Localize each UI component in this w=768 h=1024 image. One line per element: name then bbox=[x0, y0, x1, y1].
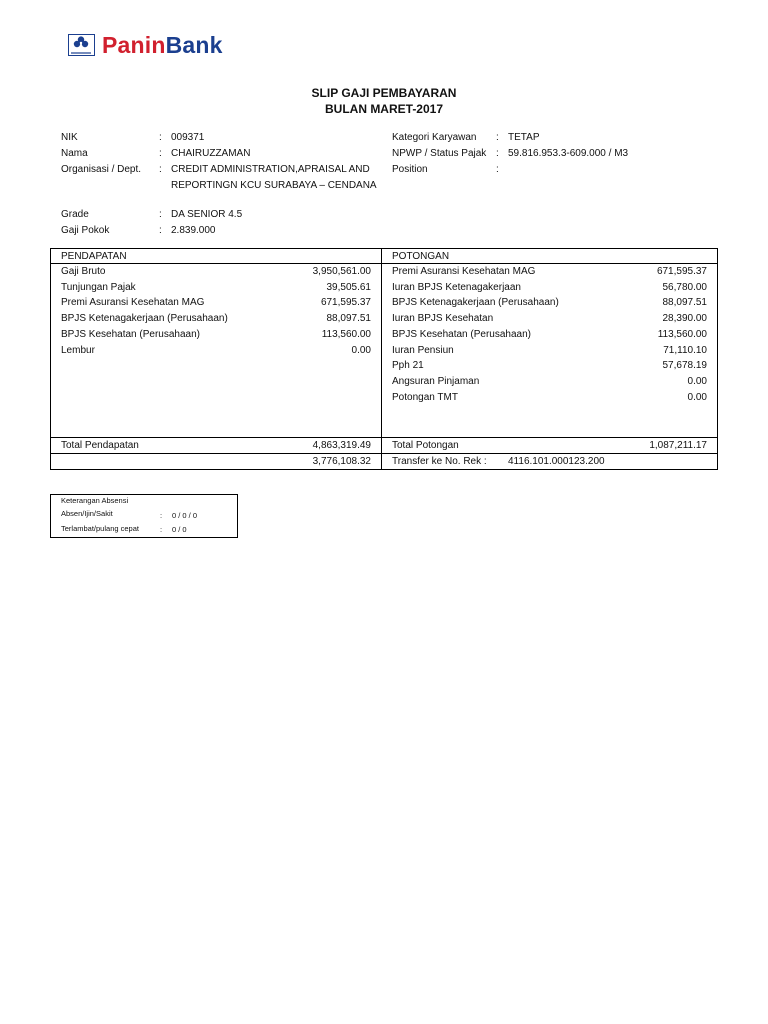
deduction-row-label: Iuran BPJS Ketenagakerjaan bbox=[392, 281, 521, 293]
brand-name bbox=[102, 32, 223, 58]
income-total-label: Total Pendapatan bbox=[61, 440, 139, 451]
deduction-row-label: Angsuran Pinjaman bbox=[392, 375, 480, 387]
npwp-label: NPWP / Status Pajak bbox=[392, 148, 487, 159]
deduction-row-label: Iuran Pensiun bbox=[392, 344, 454, 356]
panin-bank-logo bbox=[68, 32, 223, 58]
deduction-row-amount: 113,560.00 bbox=[657, 328, 707, 340]
npwp-value: 59.816.953.3-609.000 / M3 bbox=[508, 148, 629, 159]
nik-value: 009371 bbox=[171, 132, 205, 143]
income-row-label: BPJS Ketenagakerjaan (Perusahaan) bbox=[61, 313, 228, 325]
deduction-row-label: BPJS Ketenagakerjaan (Perusahaan) bbox=[392, 297, 559, 309]
panin-emblem-icon bbox=[68, 34, 95, 56]
income-row-label: Tunjungan Pajak bbox=[61, 281, 136, 293]
slip-period: BULAN MARET-2017 bbox=[324, 102, 444, 116]
income-row-label: Premi Asuransi Kesehatan MAG bbox=[61, 297, 205, 309]
deduction-row-amount: 88,097.51 bbox=[662, 297, 707, 309]
column-divider bbox=[381, 249, 382, 469]
org-value-line2: REPORTINGN KCU SURABAYA – CENDANA bbox=[171, 180, 377, 191]
grade-value: DA SENIOR 4.5 bbox=[171, 209, 243, 220]
income-row-label: BPJS Kesehatan (Perusahaan) bbox=[61, 328, 200, 340]
header-divider bbox=[51, 263, 717, 264]
category-value: TETAP bbox=[508, 132, 540, 143]
basic-salary-value: 2.839.000 bbox=[171, 225, 216, 236]
colon: : bbox=[159, 209, 162, 220]
income-row-amount: 39,505.61 bbox=[326, 281, 371, 293]
basic-salary-label: Gaji Pokok bbox=[61, 225, 110, 236]
attendance-title: Keterangan Absensi bbox=[61, 496, 129, 505]
deduction-total-label: Total Potongan bbox=[392, 440, 459, 451]
brand-name-part1: Panin bbox=[102, 32, 166, 58]
attendance-late-value: 0 / 0 bbox=[172, 525, 187, 534]
name-value: CHAIRUZZAMAN bbox=[171, 148, 251, 159]
transfer-account: 4116.101.000123.200 bbox=[508, 456, 605, 467]
income-row-amount: 3,950,561.00 bbox=[312, 266, 371, 277]
slip-title: SLIP GAJI PEMBAYARAN bbox=[311, 86, 457, 100]
deduction-row-amount: 71,110.10 bbox=[663, 344, 707, 356]
income-header: PENDAPATAN bbox=[61, 251, 127, 262]
deduction-row-amount: 57,678.19 bbox=[662, 360, 707, 372]
attendance-late-label: Terlambat/pulang cepat bbox=[61, 524, 139, 533]
deduction-total-value: 1,087,211.17 bbox=[649, 440, 707, 451]
deduction-row-amount: 28,390.00 bbox=[662, 313, 707, 325]
deduction-row-amount: 0.00 bbox=[687, 375, 707, 387]
position-label: Position bbox=[392, 164, 428, 175]
attendance-box bbox=[50, 494, 238, 538]
brand-name-part2: Bank bbox=[165, 32, 223, 58]
deductions-header: POTONGAN bbox=[392, 251, 450, 262]
deduction-row-amount: 56,780.00 bbox=[662, 281, 707, 293]
colon: : bbox=[159, 164, 162, 175]
deduction-row-label: BPJS Kesehatan (Perusahaan) bbox=[392, 328, 531, 340]
colon: : bbox=[160, 525, 163, 534]
deduction-row-amount: 671,595.37 bbox=[656, 266, 707, 277]
name-label: Nama bbox=[61, 148, 88, 159]
colon: : bbox=[160, 511, 163, 520]
colon: : bbox=[159, 132, 162, 143]
income-row-amount: 0.00 bbox=[351, 344, 371, 356]
net-salary-value: 3,776,108.32 bbox=[312, 456, 371, 467]
income-row-amount: 88,097.51 bbox=[326, 313, 371, 325]
colon: : bbox=[496, 132, 499, 143]
deduction-row-label: Pph 21 bbox=[392, 360, 424, 372]
colon: : bbox=[496, 148, 499, 159]
category-label: Kategori Karyawan bbox=[392, 132, 477, 143]
deduction-row-label: Potongan TMT bbox=[392, 391, 458, 403]
deduction-row-label: Premi Asuransi Kesehatan MAG bbox=[392, 266, 536, 277]
org-value: CREDIT ADMINISTRATION,APRAISAL AND bbox=[171, 164, 370, 175]
attendance-absence-label: Absen/Ijin/Sakit bbox=[61, 509, 113, 518]
colon: : bbox=[159, 225, 162, 236]
colon: : bbox=[159, 148, 162, 159]
nik-label: NIK bbox=[61, 132, 78, 143]
deduction-row-label: Iuran BPJS Kesehatan bbox=[392, 313, 494, 325]
attendance-absence-value: 0 / 0 / 0 bbox=[172, 511, 198, 520]
income-row-amount: 671,595.37 bbox=[320, 297, 371, 309]
net-divider bbox=[51, 453, 717, 454]
deduction-row-amount: 0.00 bbox=[687, 391, 707, 403]
income-row-label: Lembur bbox=[61, 344, 95, 356]
income-total-value: 4,863,319.49 bbox=[312, 440, 371, 451]
org-label: Organisasi / Dept. bbox=[61, 164, 142, 175]
colon: : bbox=[496, 164, 499, 175]
transfer-label: Transfer ke No. Rek : bbox=[392, 456, 487, 467]
total-divider bbox=[51, 437, 717, 438]
income-row-label: Gaji Bruto bbox=[61, 266, 106, 277]
grade-label: Grade bbox=[61, 209, 89, 220]
salary-table bbox=[50, 248, 718, 470]
income-row-amount: 113,560.00 bbox=[321, 328, 371, 340]
